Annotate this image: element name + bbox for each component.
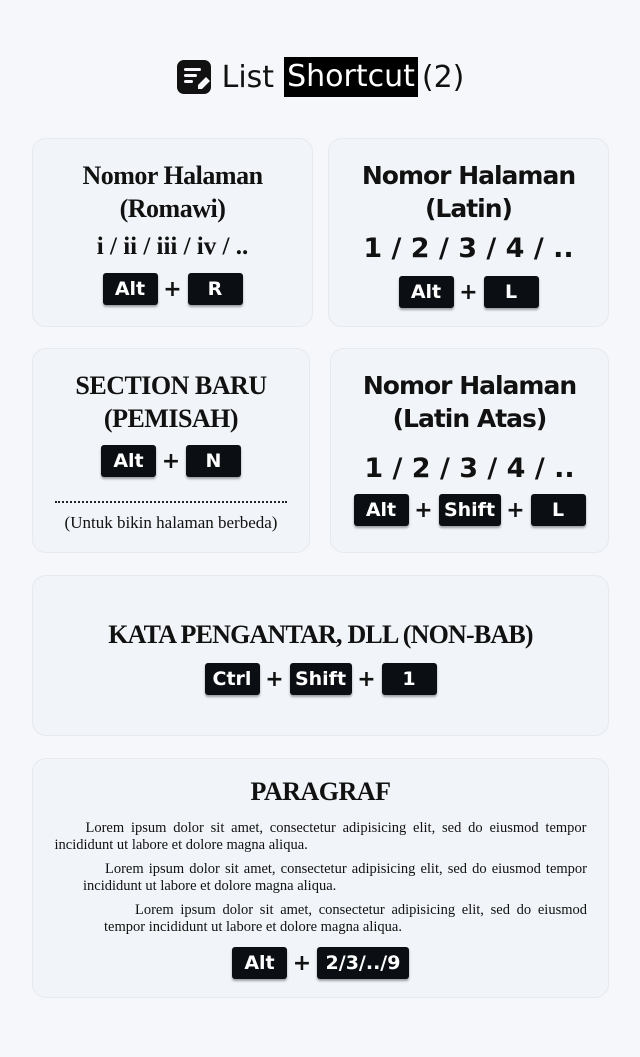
key-alt: Alt — [399, 276, 454, 308]
shortcut-keys — [232, 947, 409, 979]
plus-sign: + — [357, 666, 376, 692]
key-shift: Shift — [290, 663, 352, 695]
dotted-divider — [55, 501, 287, 503]
plus-sign: + — [506, 497, 525, 523]
key-alt: Alt — [354, 494, 409, 526]
plus-sign: + — [265, 666, 284, 692]
key-l: L — [531, 494, 586, 526]
key-1: 1 — [382, 663, 437, 695]
title-word: List — [221, 59, 275, 95]
card-title: PARAGRAF — [250, 777, 391, 806]
roman-numbers: i / ii / iii / iv / .. — [96, 233, 249, 260]
key-alt: Alt — [103, 273, 158, 305]
plus-sign: + — [163, 276, 182, 302]
card-paragraf — [32, 758, 609, 998]
page-title — [0, 55, 640, 99]
card-title: SECTION BARU (PEMISAH) — [75, 371, 267, 433]
shortcut-keys — [103, 273, 243, 305]
key-r: R — [188, 273, 243, 305]
latin-numbers: 1 / 2 / 3 / 4 / .. — [363, 233, 574, 264]
key-l: L — [484, 276, 539, 308]
card-title: KATA PENGANTAR, DLL (NON-BAB) — [108, 620, 533, 649]
paragraph-indent-1: Lorem ipsum dolor sit amet, consectetur adipisicing elit, sed do eiusmod tempor incididunt ut labore et dolore magna aliqua. — [54, 820, 587, 853]
card-kata-pengantar — [32, 575, 609, 736]
section-note: (Untuk bikin halaman berbeda) — [64, 513, 278, 532]
key-alt: Alt — [101, 445, 156, 477]
document-edit-icon — [176, 59, 212, 95]
card-title: Nomor Halaman (Romawi) — [82, 161, 263, 223]
shortcut-keys — [205, 663, 437, 695]
plus-sign: + — [292, 950, 312, 976]
card-section-baru — [32, 348, 310, 553]
key-ctrl: Ctrl — [205, 663, 260, 695]
plus-sign: + — [414, 497, 433, 523]
card-nomor-halaman-latin — [328, 138, 609, 327]
paragraph-indent-3: Lorem ipsum dolor sit amet, consectetur adipisicing elit, sed do eiusmod tempor incididunt ut labore et dolore magna aliqua. — [104, 902, 587, 935]
title-highlight: Shortcut — [284, 57, 418, 97]
shortcut-keys — [354, 494, 586, 526]
key-number-range: 2/3/../9 — [317, 947, 409, 979]
plus-sign: + — [161, 448, 181, 474]
title-count: (2) — [421, 59, 465, 95]
card-title: Nomor Halaman (Latin) — [361, 161, 576, 223]
paragraph-indent-2: Lorem ipsum dolor sit amet, consectetur adipisicing elit, sed do eiusmod tempor incididunt ut labore et dolore magna aliqua. — [83, 861, 587, 894]
card-nomor-halaman-romawi — [32, 138, 313, 327]
shortcut-keys — [101, 445, 241, 477]
key-n: N — [186, 445, 241, 477]
latin-numbers: 1 / 2 / 3 / 4 / .. — [364, 453, 575, 484]
card-nomor-halaman-latin-atas — [330, 348, 609, 553]
plus-sign: + — [459, 279, 478, 305]
shortcut-keys — [399, 276, 539, 308]
key-alt: Alt — [232, 947, 287, 979]
card-title: Nomor Halaman (Latin Atas) — [362, 371, 577, 433]
key-shift: Shift — [439, 494, 501, 526]
